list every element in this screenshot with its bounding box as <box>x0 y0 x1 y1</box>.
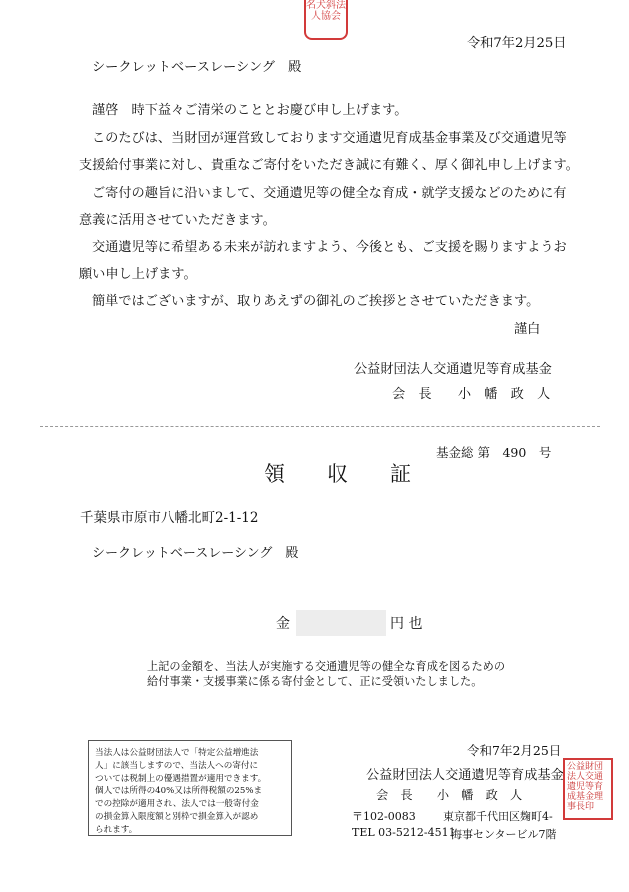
tax-notice-line: での控除が適用され、法人では一般寄付金 <box>95 799 259 810</box>
tax-notice-line: 個人では所得の40%又は所得税額の25%ま <box>95 786 263 797</box>
letter-closing: 謹白 <box>514 322 541 337</box>
letter-line: 謹啓 時下益々ご清栄のこととお慶び申し上げます。 <box>92 103 408 118</box>
letter-line: 願い申し上げます。 <box>79 267 197 282</box>
redacted-amount <box>296 610 386 636</box>
letter-president: 会 長 小 幡 政 人 <box>392 387 551 402</box>
letter-line: 簡単ではございますが、取りあえずの御礼のご挨拶とさせていただきます。 <box>92 294 540 309</box>
receipt-title: 領 収 証 <box>264 462 411 486</box>
section-divider <box>40 426 600 427</box>
top-seal-stamp: 名犬斜法人協会 <box>304 0 348 40</box>
letter-line: 意義に活用させていただきます。 <box>79 213 276 228</box>
amount-suffix: 円 也 <box>390 616 423 632</box>
letter-line: ご寄付の趣旨に沿いまして、交通遺児等の健全な育成・就学支援などのために有 <box>92 186 567 201</box>
tax-notice-line: られます。 <box>95 824 138 835</box>
letter-line: 交通遺児等に希望ある未来が訪れますよう、今後とも、ご支援を賜りますようお <box>92 240 567 255</box>
receipt-postal: 〒102-0083 <box>352 810 416 823</box>
receipt-org: 公益財団法人交通遺児等育成基金 <box>366 768 564 783</box>
receipt-number: 基金総 第 490 号 <box>436 445 552 460</box>
tax-notice-line: 当法人は公益財団法人で「特定公益増進法 <box>95 748 259 758</box>
letter-date: 令和7年2月25日 <box>467 36 567 51</box>
letter-line: このたびは、当財団が運営致しております交通遺児育成基金事業及び交通遺児等 <box>92 131 567 146</box>
tax-notice-box <box>88 740 292 836</box>
official-seal-stamp: 公益財団法人交通遺児等育成基金理事長印 <box>563 758 613 820</box>
receipt-office-address: 東京都千代田区麹町4- <box>443 810 553 823</box>
tax-notice-line: 人」に該当しますので、当法人への寄付に <box>95 760 259 771</box>
letter-addressee: シークレットベースレーシング 殿 <box>92 60 302 75</box>
receipt-date: 令和7年2月25日 <box>467 743 562 758</box>
amount-prefix: 金 <box>276 616 290 632</box>
tax-notice-line: の損金算入限度額と別枠で損金算入が認め <box>95 811 259 822</box>
receipt-address: 千葉県市原市八幡北町2-1-12 <box>80 510 259 526</box>
receipt-president: 会 長 小 幡 政 人 <box>376 788 523 802</box>
receipt-addressee: シークレットベースレーシング 殿 <box>92 546 299 561</box>
tax-notice-line: ついては税制上の優遇措置が適用できます。 <box>95 773 267 784</box>
receipt-building: 海事センタービル7階 <box>451 828 557 841</box>
letter-line: 支援給付事業に対し、貴重なご寄付をいただき誠に有難く、厚く御礼申し上げます。 <box>79 158 579 173</box>
receipt-statement-line: 給付事業・支援事業に係る寄付金として、正に受領いたしました。 <box>147 675 483 688</box>
receipt-tel: TEL 03-5212-4511 <box>352 826 456 839</box>
letter-org: 公益財団法人交通遺児等育成基金 <box>354 362 552 377</box>
receipt-statement-line: 上記の金額を、当法人が実施する交通遺児等の健全な育成を図るための <box>147 660 506 673</box>
